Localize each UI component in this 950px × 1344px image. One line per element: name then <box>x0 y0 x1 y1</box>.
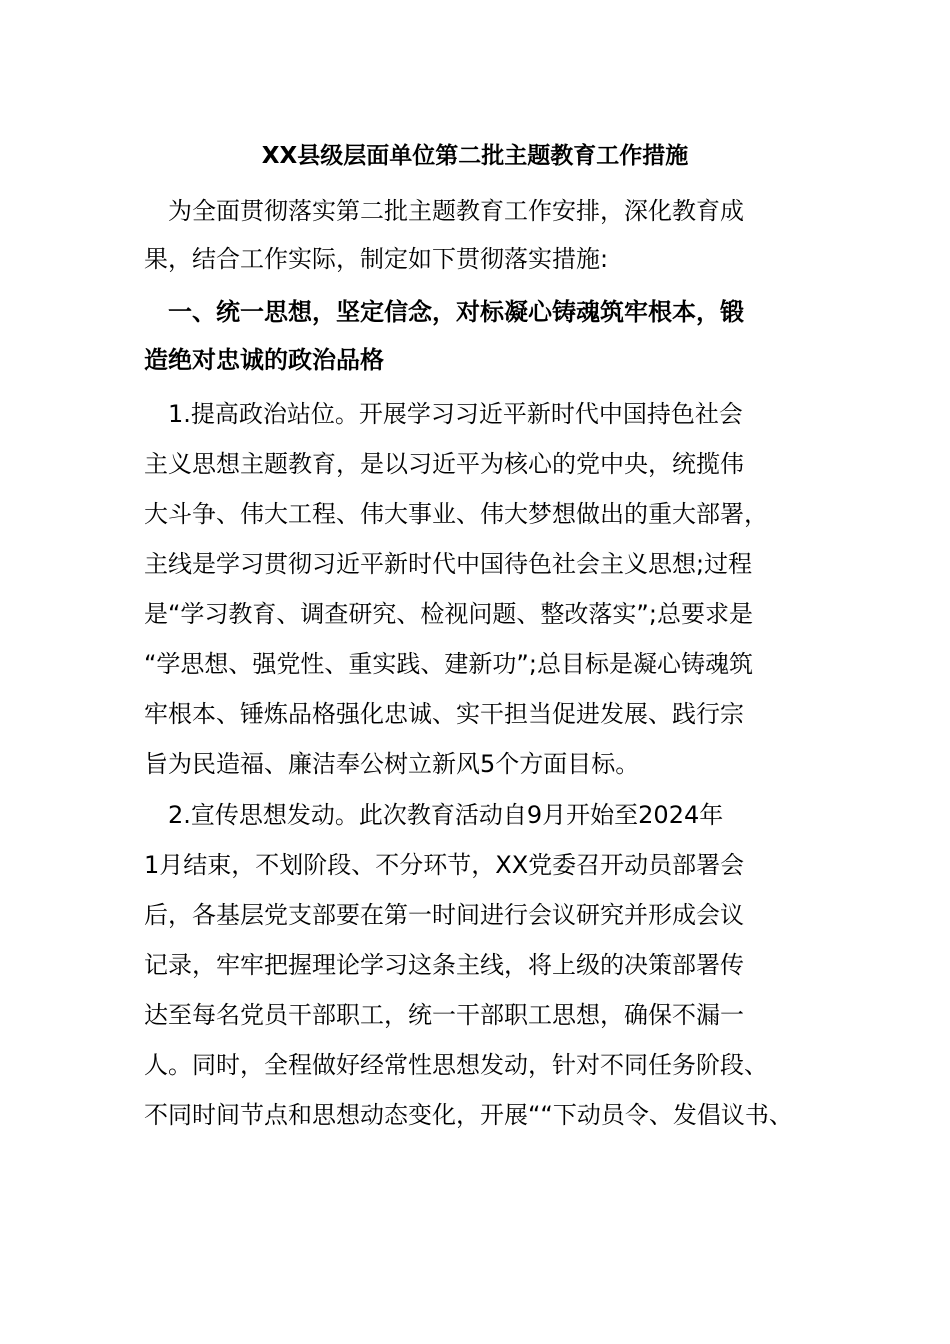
paragraph-line: 旨为民造福、廉洁奉公树立新风5个方面目标。 <box>144 750 640 778</box>
paragraph-line: 为全面贯彻落实第二批主题教育工作安排，深化教育成 <box>144 197 744 225</box>
section-heading-line: 一、统一思想，坚定信念，对标凝心铸魂筑牢根本，锻 <box>144 298 744 326</box>
paragraph-line: 1月结束，不划阶段、不分环节，XX党委召开动员部署会 <box>144 851 745 879</box>
paragraph-line: 后，各基层党支部要在第一时间进行会议研究并形成会议 <box>144 901 744 929</box>
paragraph-line: 主线是学习贯彻习近平新时代中国待色社会主义思想;过程 <box>144 550 753 578</box>
paragraph-line: 大斗争、伟大工程、伟大事业、伟大梦想做出的重大部署， <box>144 500 768 528</box>
paragraph-line: 2.宣传思想发动。此次教育活动自9月开始至2024年 <box>144 801 724 829</box>
paragraph-line: 牢根本、锤炼品格强化忠诚、实干担当促进发展、践行宗 <box>144 700 744 728</box>
paragraph-line: 果，结合工作实际，制定如下贯彻落实措施: <box>144 245 609 273</box>
paragraph-line: “学思想、强党性、重实践、建新功”;总目标是凝心铸魂筑 <box>144 650 753 678</box>
paragraph-line: 不同时间节点和思想动态变化，开展““下动员令、发倡议书、 <box>144 1101 793 1129</box>
paragraph-line: 是“学习教育、调查研究、检视问题、整改落实”;总要求是 <box>144 600 753 628</box>
paragraph-line: 1.提高政治站位。开展学习习近平新时代中国持色社会 <box>144 400 743 428</box>
paragraph-line: 达至每名党员干部职工，统一干部职工思想，确保不漏一 <box>144 1001 744 1029</box>
paragraph-line: 人。同时，全程做好经常性思想发动，针对不同任务阶段、 <box>144 1051 768 1079</box>
paragraph-line: 记录，牢牢把握理论学习这条主线，将上级的决策部署传 <box>144 951 744 979</box>
section-heading-line: 造绝对忠诚的政治品格 <box>144 346 384 374</box>
document-title: XX县级层面单位第二批主题教育工作措施 <box>261 143 689 169</box>
paragraph-line: 主义思想主题教育，是以习近平为核心的党中央，统揽伟 <box>144 450 744 478</box>
